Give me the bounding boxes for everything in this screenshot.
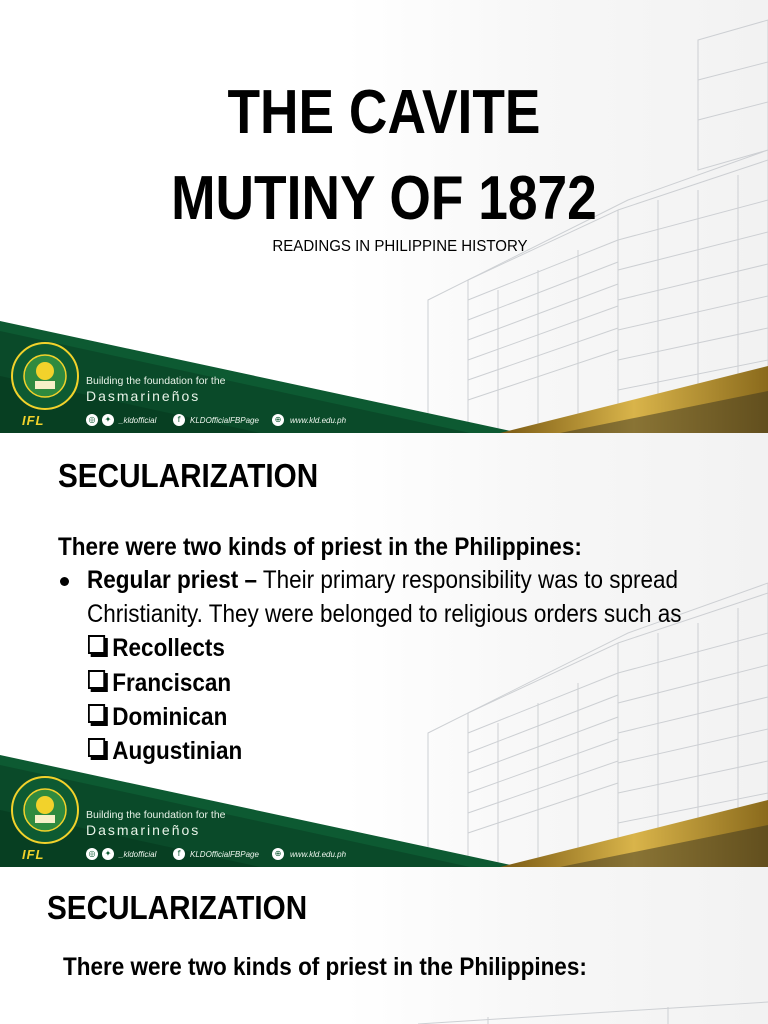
bullet-line-1 — [87, 566, 678, 595]
website-link[interactable]: www.kld.edu.ph — [290, 416, 347, 425]
facebook-icon: f — [173, 848, 185, 860]
facebook-page: KLDOfficialFBPage — [190, 850, 259, 859]
bullet-dot — [60, 577, 69, 586]
presentation-title: THE CAVITE MUTINY OF 1872 — [171, 78, 597, 233]
instagram-handle: _kldofficial — [119, 416, 157, 425]
facebook-icon: f — [173, 414, 185, 426]
bullet-line-2: Christianity. They were belonged to religious orders such as — [87, 600, 682, 628]
lead-text: There were two kinds of priest in the Philippines: — [58, 533, 582, 561]
footer-banner — [0, 321, 768, 433]
checkbox-bullet-icon — [88, 635, 105, 654]
list-item: Franciscan — [88, 669, 231, 698]
banner-tagline: Building the foundation for the — [86, 376, 226, 387]
list-item: Dominican — [88, 703, 227, 732]
presentation-subtitle: READINGS IN PHILIPPINE HISTORY — [272, 238, 528, 255]
slide-secularization-2 — [0, 867, 768, 1024]
twitter-icon: ✦ — [102, 414, 114, 426]
instagram-icon: ◎ — [86, 414, 98, 426]
ifl-initials: IFL — [22, 413, 45, 428]
list-item: Recollects — [88, 634, 225, 663]
checkbox-bullet-icon — [88, 670, 105, 689]
lead-text: There were two kinds of priest in the Philippines: — [63, 953, 587, 981]
banner-brand: Dasmarineños — [86, 822, 201, 838]
checkbox-bullet-icon — [88, 704, 105, 723]
slide-secularization — [0, 433, 768, 867]
school-seal-icon — [10, 341, 80, 411]
building-sketch — [368, 867, 768, 1024]
slide-heading: SECULARIZATION — [58, 457, 319, 494]
globe-icon: ⊕ — [272, 848, 284, 860]
bullet-label: Regular priest – — [87, 566, 258, 594]
website-link[interactable]: www.kld.edu.ph — [290, 850, 347, 859]
ifl-initials: IFL — [22, 847, 45, 862]
footer-banner — [0, 755, 768, 867]
globe-icon: ⊕ — [272, 414, 284, 426]
facebook-page: KLDOfficialFBPage — [190, 416, 259, 425]
instagram-icon: ◎ — [86, 848, 98, 860]
list-item: Augustinian — [88, 737, 242, 766]
school-seal-icon — [10, 775, 80, 845]
twitter-icon: ✦ — [102, 848, 114, 860]
bullet-text: Their primary responsibility was to spread — [257, 566, 679, 594]
slide-title — [0, 0, 768, 433]
banner-tagline: Building the foundation for the — [86, 810, 226, 821]
banner-brand: Dasmarineños — [86, 388, 201, 404]
slide-heading: SECULARIZATION — [47, 889, 308, 926]
instagram-handle: _kldofficial — [119, 850, 157, 859]
